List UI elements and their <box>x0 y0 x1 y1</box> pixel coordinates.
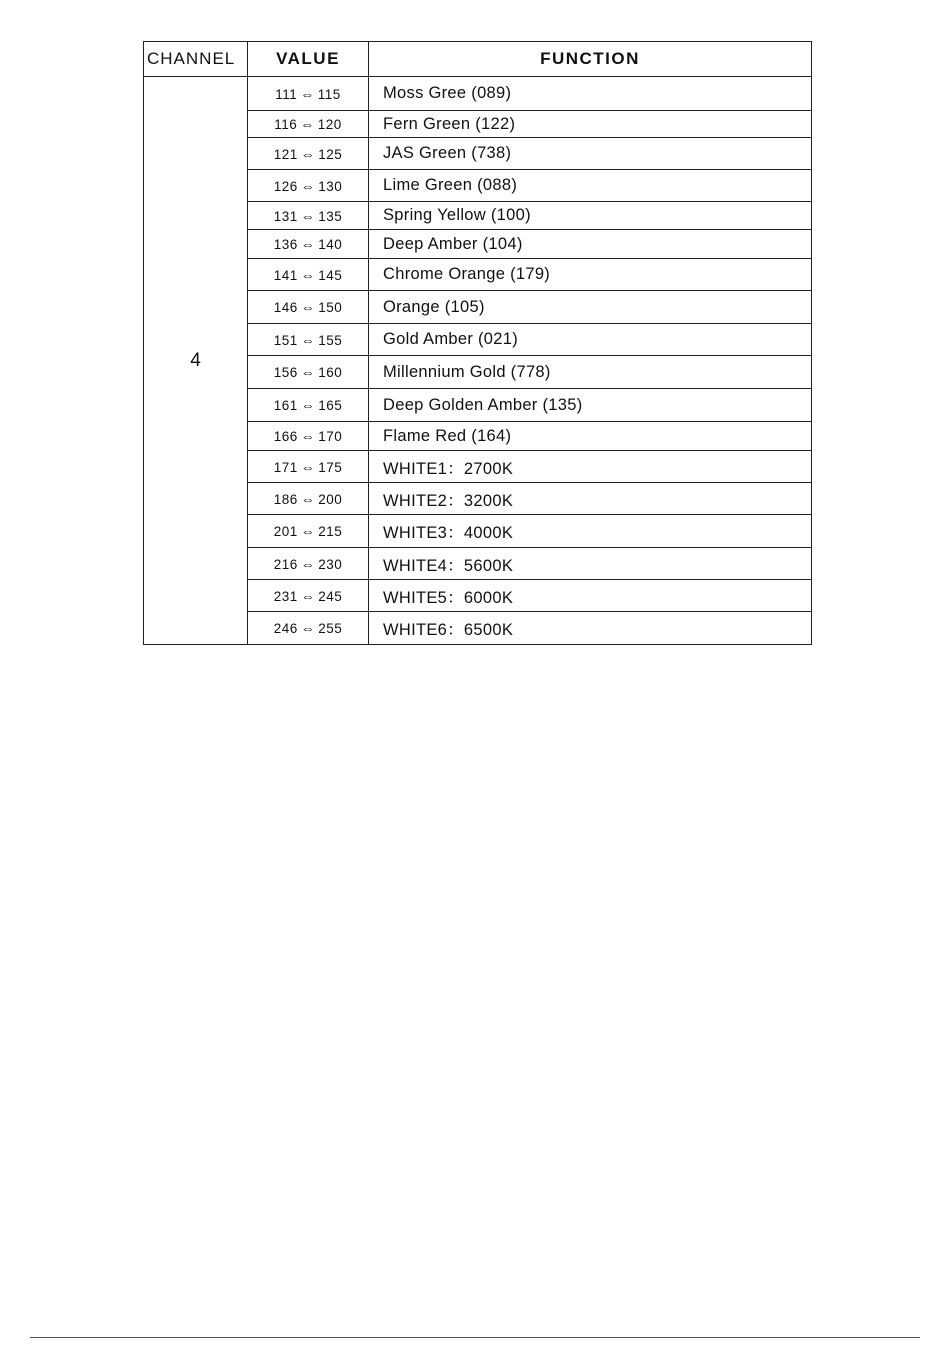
double-arrow-icon: ⇔ <box>300 397 316 413</box>
value-to: 130 <box>318 178 343 194</box>
function-label: WHITE1：2700K <box>369 451 812 483</box>
value-from: 126 <box>273 178 298 194</box>
header-function: FUNCTION <box>369 42 812 77</box>
function-label: JAS Green (738) <box>369 138 812 170</box>
value-from: 141 <box>273 267 298 283</box>
value-to: 245 <box>318 588 343 604</box>
value-from: 116 <box>274 117 298 132</box>
function-label: Orange (105) <box>369 291 812 324</box>
value-from: 131 <box>273 208 298 224</box>
double-arrow-icon: ⇔ <box>300 299 316 315</box>
value-range <box>248 202 369 230</box>
value-to: 145 <box>318 267 343 283</box>
function-label: Millennium Gold (778) <box>369 356 812 389</box>
double-arrow-icon: ⇔ <box>300 116 315 132</box>
value-to: 200 <box>318 491 343 507</box>
value-range <box>248 77 369 111</box>
value-to: 175 <box>318 459 343 475</box>
value-from: 151 <box>273 332 298 348</box>
value-range <box>248 422 369 451</box>
value-from: 111 <box>275 86 298 102</box>
double-arrow-icon: ⇔ <box>300 177 316 194</box>
function-label: Gold Amber (021) <box>369 324 812 356</box>
value-from: 231 <box>273 588 298 604</box>
function-label: Deep Golden Amber (135) <box>369 389 812 422</box>
function-label: WHITE6：6500K <box>369 612 812 645</box>
double-arrow-icon: ⇔ <box>300 555 316 572</box>
double-arrow-icon: ⇔ <box>300 490 316 507</box>
function-label: Lime Green (088) <box>369 170 812 202</box>
value-range <box>248 580 369 612</box>
value-to: 155 <box>318 332 343 348</box>
table-body <box>144 77 812 645</box>
value-to: 150 <box>318 300 343 315</box>
value-to: 115 <box>317 86 341 102</box>
value-to: 255 <box>318 621 343 636</box>
value-to: 160 <box>318 365 343 380</box>
value-from: 136 <box>273 237 298 252</box>
value-from: 186 <box>273 491 298 507</box>
double-arrow-icon: ⇔ <box>300 364 316 380</box>
value-range <box>248 138 369 170</box>
value-from: 246 <box>273 621 298 636</box>
value-from: 171 <box>273 459 298 475</box>
function-label: Fern Green (122) <box>369 111 812 138</box>
value-range <box>248 356 369 389</box>
value-range <box>248 111 369 138</box>
double-arrow-icon: ⇔ <box>300 458 316 475</box>
value-to: 135 <box>318 208 343 224</box>
function-label: Deep Amber (104) <box>369 230 812 259</box>
value-range <box>248 483 369 515</box>
dmx-channel-table <box>143 41 812 645</box>
channel-number: 4 <box>144 77 248 645</box>
value-range <box>248 170 369 202</box>
value-to: 165 <box>318 398 343 413</box>
double-arrow-icon: ⇔ <box>300 523 316 539</box>
footer-divider <box>30 1337 920 1338</box>
function-label: WHITE2：3200K <box>369 483 812 515</box>
value-range <box>248 324 369 356</box>
function-label: Chrome Orange (179) <box>369 259 812 291</box>
double-arrow-icon: ⇔ <box>300 266 316 283</box>
function-label: WHITE4：5600K <box>369 548 812 580</box>
value-to: 125 <box>318 146 343 162</box>
function-label: Flame Red (164) <box>369 422 812 451</box>
value-range <box>248 515 369 548</box>
value-range <box>248 259 369 291</box>
value-range <box>248 451 369 483</box>
value-from: 121 <box>273 146 298 162</box>
value-from: 161 <box>273 398 298 413</box>
value-to: 230 <box>318 556 343 572</box>
function-label: WHITE3：4000K <box>369 515 812 548</box>
value-range <box>248 612 369 645</box>
table-row <box>144 77 812 111</box>
double-arrow-icon: ⇔ <box>300 587 316 604</box>
double-arrow-icon: ⇔ <box>300 620 316 636</box>
double-arrow-icon: ⇔ <box>300 145 316 162</box>
double-arrow-icon: ⇔ <box>300 207 316 224</box>
value-range <box>248 230 369 259</box>
value-from: 156 <box>273 365 298 380</box>
function-label: Spring Yellow (100) <box>369 202 812 230</box>
value-range <box>248 291 369 324</box>
double-arrow-icon: ⇔ <box>300 236 316 252</box>
value-from: 146 <box>273 300 298 315</box>
header-value: VALUE <box>248 42 369 77</box>
value-from: 216 <box>273 556 298 572</box>
value-range <box>248 389 369 422</box>
header-row <box>144 42 812 77</box>
value-from: 166 <box>273 429 298 444</box>
value-to: 170 <box>318 429 343 444</box>
value-range <box>248 548 369 580</box>
double-arrow-icon: ⇔ <box>300 428 316 444</box>
double-arrow-icon: ⇔ <box>300 85 315 102</box>
value-to: 140 <box>318 237 343 252</box>
double-arrow-icon: ⇔ <box>300 331 316 348</box>
header-channel: CHANNEL <box>144 42 248 77</box>
value-to: 215 <box>318 524 343 539</box>
function-label: Moss Gree (089) <box>369 77 812 111</box>
value-from: 201 <box>273 524 298 539</box>
value-to: 120 <box>317 117 342 132</box>
function-label: WHITE5：6000K <box>369 580 812 612</box>
